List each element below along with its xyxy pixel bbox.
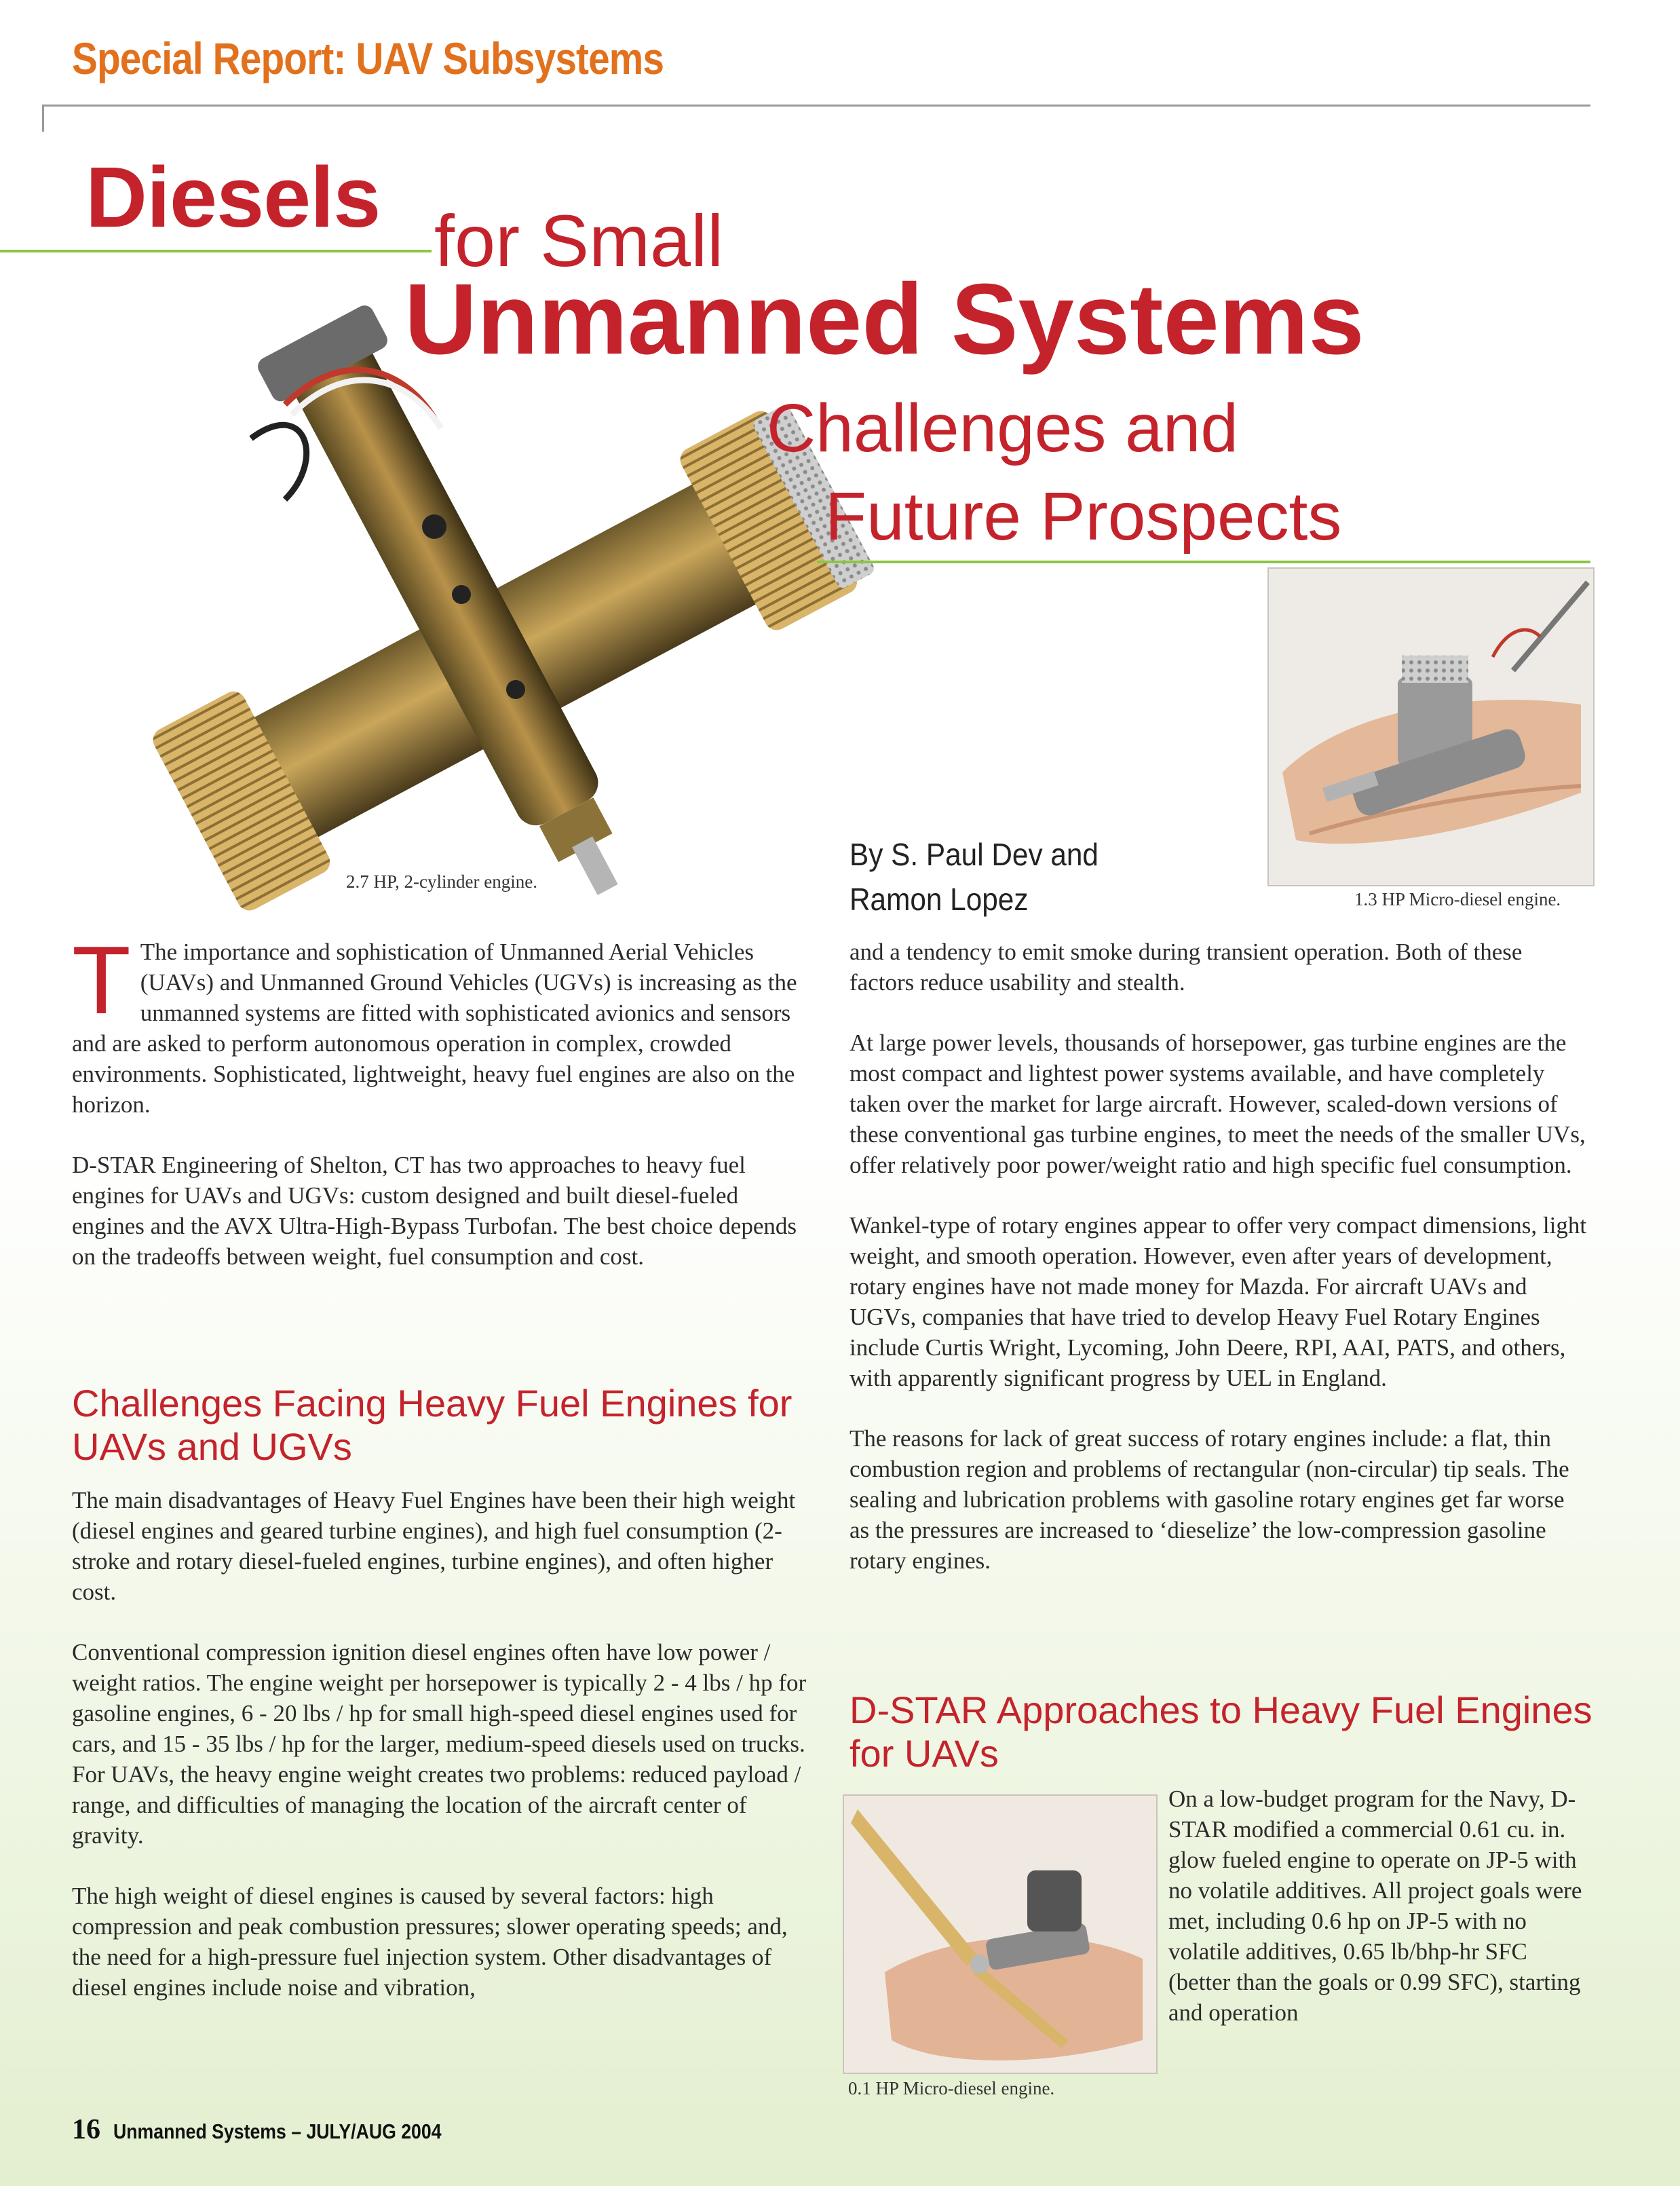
drop-cap: T: [72, 926, 131, 1034]
caption-2cyl-engine: 2.7 HP, 2-cylinder engine.: [346, 871, 537, 892]
title-unmanned-systems: Unmanned Systems: [404, 263, 1364, 375]
section-heading-challenges: Challenges Facing Heavy Fuel Engines for UAVs and UGVs: [72, 1382, 793, 1468]
intro-paragraph: T The importance and sophistication of Unmanned Aerial Vehicles (UAVs) and Unmanned Ground Vehicles (UGVs) is increasing as the unmanned systems are fitted with sophisticated avionics and sensors and are asked to perform autonomous operation in complex, crowded environments. Sophisticated, lightweight, heavy fuel engines are also on the horizon.: [72, 926, 797, 1118]
page-number: 16: [72, 2114, 100, 2145]
title-diesels: Diesels: [85, 149, 381, 245]
paragraph: At large power levels, thousands of horsepower, gas turbine engines are the most compact and lightest power systems available, and have completely taken over the market for large aircraft. However, scaled-down versions of these conventional gas turbine engines, to meet the needs of the smaller UVs, offer relatively poor power/weight ratio and high specific fuel consumption.: [849, 1030, 1586, 1178]
right-column-lower: [1168, 1784, 1589, 2058]
right-column: [849, 937, 1589, 1606]
subtitle-accent-rule: [817, 561, 1590, 563]
paragraph: The main disadvantages of Heavy Fuel Engines have been their high weight (diesel engines and geared turbine engines), and high fuel consumption (2-stroke and rotary diesel-fueled engines, turbine engines), and often higher cost.: [72, 1487, 796, 1605]
caption-prop-diesel: 0.1 HP Micro-diesel engine.: [848, 2078, 1055, 2098]
page-footer: [72, 2113, 495, 2146]
title-accent-rule: [0, 250, 432, 252]
section-kicker: Special Report: UAV Subsystems: [72, 33, 664, 83]
subtitle-future-prospects: Future Prospects: [825, 478, 1342, 554]
left-column-lower: [72, 1485, 812, 2033]
byline-line-2: Ramon Lopez: [849, 882, 1029, 917]
paragraph: On a low-budget program for the Navy, D-STAR modified a commercial 0.61 cu. in. glow fueled engine to operate on JP-5 with no volatile additives. All project goals were met, including 0.6 hp on JP-5 with no volatile additives, 0.65 lb/bhp-hr SFC (better than the goals or 0.99 SFC), starting and operation: [1168, 1786, 1582, 2026]
paragraph: Wankel-type of rotary engines appear to offer very compact dimensions, light weight, and smooth operation. However, even after years of development, rotary engines have not made money for Mazda. For aircraft UAVs and UGVs, companies that have tried to develop Heavy Fuel Rotary Engines include Curtis Wright, Lycoming, John Deere, RPI, AAI, PATS, and others, with apparently significant progress by UEL in England.: [849, 1212, 1587, 1391]
header-rule: [42, 105, 1590, 107]
micro-diesel-prop-photo: [843, 1794, 1158, 2074]
publication-line: Unmanned Systems – JULY/AUG 2004: [113, 2119, 442, 2143]
paragraph: D-STAR Engineering of Shelton, CT has two approaches to heavy fuel engines for UAVs and UGVs: custom designed and built diesel-fueled engines and the AVX Ultra-High-Bypass Turbofan. The best choice depends on the tradeoffs between weight, fuel consumption and cost.: [72, 1152, 797, 1270]
header-rule-tick: [42, 105, 44, 132]
caption-micro-diesel: 1.3 HP Micro-diesel engine.: [1354, 889, 1561, 909]
section-heading-dstar: D-STAR Approaches to Heavy Fuel Engines for UAVs: [849, 1689, 1592, 1775]
paragraph: and a tendency to emit smoke during transient operation. Both of these factors reduce usability and stealth.: [849, 939, 1523, 996]
paragraph: Conventional compression ignition diesel engines often have low power / weight ratios. The engine weight per horsepower is typically 2 - 4 lbs / hp for gasoline engines, 6 - 20 lbs / hp for small high-speed diesel engines used for cars, and 15 - 35 lbs / hp for the larger, medium-speed diesels used on trucks. For UAVs, the heavy engine weight creates two problems: reduced payload / range, and difficulties of managing the location of the aircraft center of gravity.: [72, 1639, 807, 1849]
subtitle-challenges: Challenges and: [767, 390, 1238, 466]
paragraph: The reasons for lack of great success of rotary engines include: a flat, thin combustion region and problems of rectangular (non-circular) tip seals. The sealing and lubrication problems with gasoline rotary engines get far worse as the pressures are increased to ‘dieselize’ the low-compression gasoline rotary engines.: [849, 1425, 1569, 1574]
micro-diesel-hand-photo: [1267, 567, 1595, 886]
byline: [849, 832, 1099, 922]
byline-line-1: By S. Paul Dev and: [849, 837, 1099, 872]
left-column: [72, 926, 812, 1302]
title-for-small: for Small: [434, 200, 724, 282]
paragraph: The high weight of diesel engines is caused by several factors: high compression and peak combustion pressures; slower operating speeds; and, the need for a high-pressure fuel injection system. Other disadvantages of diesel engines include noise and vibration,: [72, 1883, 788, 2001]
